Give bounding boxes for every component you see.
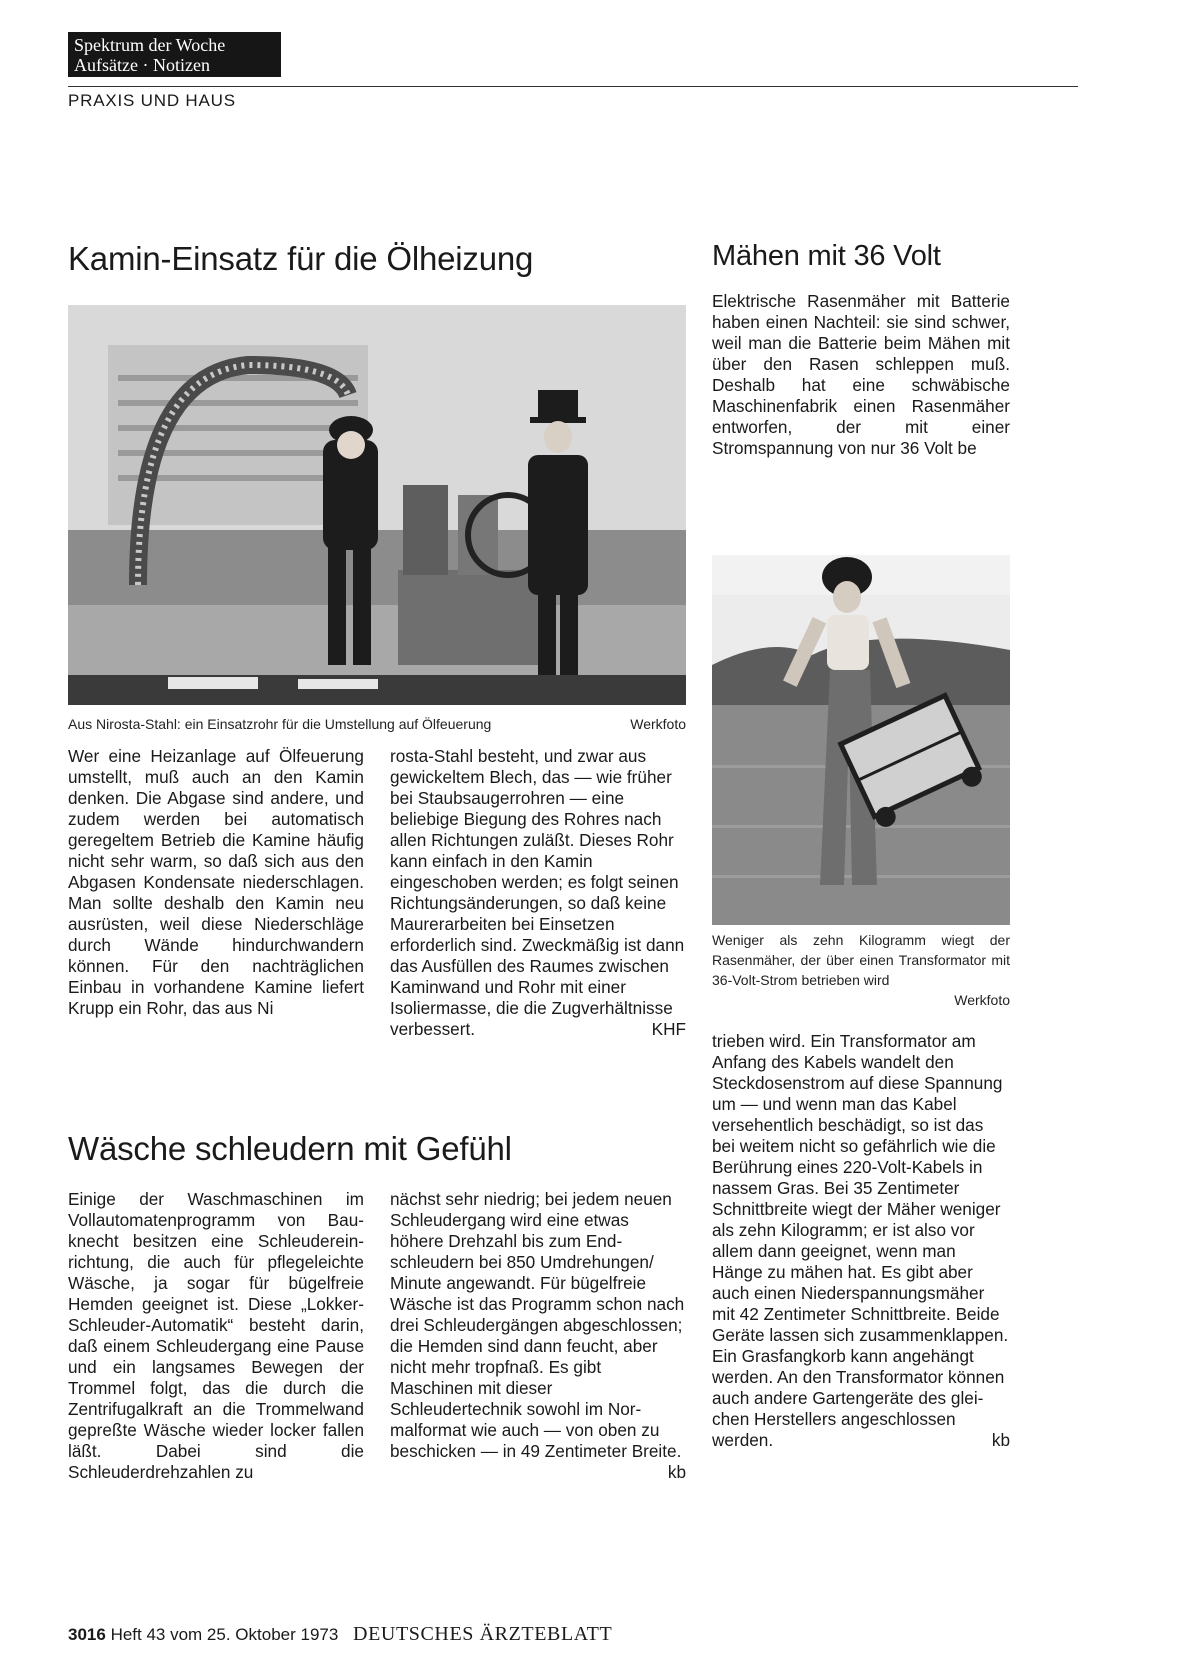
signature-kamin: KHF	[651, 1019, 686, 1039]
caption-text-maehen: Weniger als zehn Kilogramm wiegt der Rasenmäher, der über einen Transformator mit 36-Volt-Strom betrieben wird	[712, 932, 1010, 988]
article-waesche-column-1: Einige der Waschmaschinen im Vollautomatenprogramm von Bauknecht besitzen eine Schleudereinrichtung, die auch für pflegeleichte Wäsche, ja sogar für bügelfreie Hemden geeignet ist. Diese „Lokker-Schleuder-Automatik“ besteht darin, daß einem Schleudergang eine Pause und ein langsames Bewegen der Trommel folgt, das die durch die Zentrifugalkraft an die Trommelwand gepreßte Wäsche wieder locker fallen läßt. Dabei sind die Schleuderdrehzahlen zu	[68, 1189, 364, 1482]
signature-waesche: kb	[667, 1462, 686, 1482]
article-title-waesche: Wäsche schleudern mit Gefühl	[68, 1130, 512, 1167]
article-waesche-column-2	[390, 1189, 686, 1483]
photo-caption-maehen	[712, 930, 1010, 1010]
photo-lawnmower-woman	[712, 555, 1010, 925]
page-number: 3016	[68, 1625, 106, 1644]
signature-maehen: kb	[991, 1430, 1010, 1450]
section-label	[68, 32, 281, 77]
section-label-line2: Aufsätze · Notizen	[74, 55, 210, 75]
article-maehen-part-1: Elektrische Rasenmäher mit Batterie haben einen Nachteil: sie sind schwer, weil man die Batterie beim Mähen mit über den Rasen schleppen muß. Deshalb hat eine schwäbische Maschinenfabrik einen Rasenmäher entworfen, der mit einer Stromspannung von nur 36 Volt be	[712, 291, 1010, 458]
photo-credit-maehen: Werkfoto	[954, 992, 1010, 1008]
photo-chimney-pipe	[68, 305, 686, 705]
article-title-maehen: Mähen mit 36 Volt	[712, 240, 941, 272]
article-title-kamin: Kamin-Einsatz für die Ölheizung	[68, 240, 534, 277]
journal-name: DEUTSCHES ÄRZTEBLATT	[353, 1623, 613, 1645]
article-maehen-part-2-text: trieben wird. Ein Transformator am Anfang des Kabels wandelt den Steckdosenstrom auf diese Spannung um — und wenn man das Kabel versehentlich beschädigt, so ist das bei weitem nicht so gefährlich wie die Berührung eines 220-Volt-Kabels in nassem Gras. Bei 35 Zentimeter Schnittbreite wiegt der Mäher weniger als zehn Kilogramm; er ist also vor allem dann geeignet, wenn man Hänge zu mähen hat. Es gibt aber auch einen Niederspannungsmäher mit 42 Zentimeter Schnittbreite. Beide Geräte lassen sich zusammenklappen. Ein Grasfangkorb kann angehängt werden. An den Transformator können auch andere Gartengeräte des gleichen Herstellers angeschlossen werden.	[712, 1031, 1009, 1450]
article-waesche-column-2-text: nächst sehr niedrig; bei jedem neuen Schleudergang wird eine etwas höhere Drehzahl bis zum Endschleudern bei 850 Umdrehungen/ Minute angewandt. Für bügelfreie Wäsche ist das Programm schon nach drei Schleudergängen abgeschlossen; die Hemden sind dann feucht, aber nicht mehr tropfnaß. Es gibt Maschinen mit dieser Schleudertechnik sowohl im Normalformat wie auch — von oben zu beschicken — in 49 Zentimeter Breite.	[390, 1189, 685, 1461]
caption-text-kamin: Aus Nirosta-Stahl: ein Einsatzrohr für die Umstellung auf Ölfeuerung	[68, 716, 492, 732]
article-kamin-column-1: Wer eine Heizanlage auf Ölfeuerung umstellt, muß auch an den Kamin denken. Die Abgase sind andere, und zudem werden bei automatisch geregeltem Betrieb die Kamine häufig nicht sehr warm, so daß sich aus den Abgasen Kondensate niederschlagen. Man sollte deshalb den Kamin neu ausrüsten, weil diese Niederschläge durch Wände hindurchwandern können. Für den nachträglichen Einbau in vorhandene Kamine liefert Krupp ein Rohr, das aus Ni	[68, 746, 364, 1018]
section-label-line1: Spektrum der Woche	[74, 35, 226, 55]
page-footer	[68, 1623, 612, 1646]
photo-caption-kamin	[68, 714, 686, 734]
header-rule	[68, 86, 1078, 87]
article-kamin-column-2	[390, 746, 686, 1040]
article-maehen-part-2	[712, 1031, 1010, 1451]
photo-credit-kamin: Werkfoto	[630, 716, 686, 732]
rubric: PRAXIS UND HAUS	[68, 91, 236, 110]
issue-info: Heft 43 vom 25. Oktober 1973	[110, 1625, 339, 1644]
article-kamin-column-2-text: rosta-Stahl besteht, und zwar aus gewickeltem Blech, das — wie früher bei Staubsaugerrohren — eine beliebige Biegung des Rohres nach allen Richtungen zuläßt. Dieses Rohr kann einfach in den Kamin eingeschoben werden; es folgt seinen Richtungsänderungen, so daß keine Maurerarbeiten bei Einsetzen erforderlich sind. Zweckmäßig ist dann das Ausfüllen des Raumes zwischen Kaminwand und Rohr mit einer Isoliermasse, die die Zugverhältnisse verbessert.	[390, 746, 685, 1039]
